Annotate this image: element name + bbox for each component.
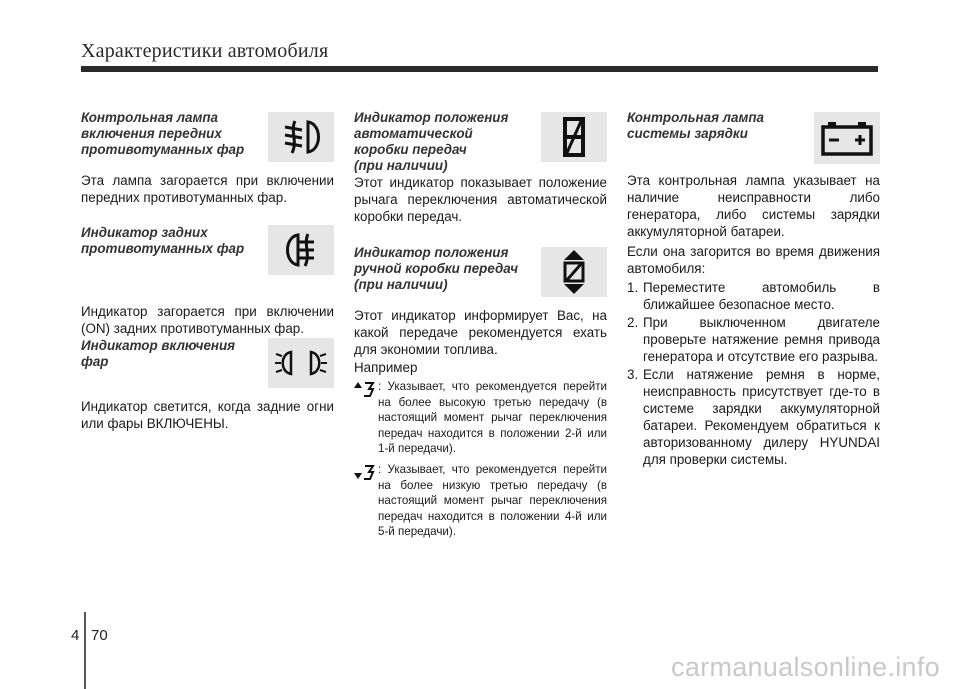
downshift-note-text: : Указывает, что рекомендуется перейти на более низкую третью передачу (в настоящий момент рычаг переключения передач находится в положении 4-й или 5-й передачи).: [378, 462, 607, 539]
charging-steps: [627, 279, 880, 468]
section-number: 4: [71, 627, 80, 644]
automatic-transmission-position-icon: [541, 112, 607, 162]
rear-fog-body: Индикатор загорается при включении (ON) задних противотуманных фар.: [81, 304, 334, 336]
page-header-title: Характеристики автомобиля: [81, 40, 329, 62]
column-3: [627, 110, 880, 469]
header-rule: [81, 66, 878, 72]
footer-divider: [84, 612, 86, 689]
mt-shift-title: Индикатор положения ручной коробки передач (при наличии): [354, 245, 518, 292]
at-position-title: Индикатор положения автоматической коробки передач (при наличии): [354, 110, 509, 173]
mt-shift-section: [354, 245, 607, 358]
downshift-icon: [354, 464, 376, 485]
charging-title: Контрольная лампа системы зарядки: [627, 110, 764, 141]
headlight-section: [81, 338, 334, 432]
example-label: Например: [354, 360, 418, 375]
list-item: 2. При выключенном двигателе проверьте натяжение ремня привода генератора и отсутствие его разрыва.: [627, 315, 880, 364]
column-1: [81, 110, 334, 431]
battery-charging-icon: [814, 112, 880, 164]
upshift-note: [354, 379, 607, 457]
headlight-icon: [268, 338, 334, 388]
charging-body-2: Если она загорится во время движения автомобиля:: [627, 244, 880, 276]
list-item: 1. Переместите автомобиль в ближайшее безопасное место.: [627, 280, 880, 312]
mt-shift-body: Этот индикатор информирует Вас, на какой передаче рекомендуется ехать для экономии топлива.: [354, 308, 607, 357]
downshift-note: [354, 462, 607, 540]
front-fog-title: Контрольная лампа включения передних противотуманных фар: [81, 110, 245, 157]
rear-fog-light-icon: [268, 225, 334, 275]
rear-fog-title: Индикатор задних противотуманных фар: [81, 225, 245, 256]
upshift-note-text: : Указывает, что рекомендуется перейти на более высокую третью передачу (в настоящий момент рычаг переключения передач находится в положении 2-й или 1-й передачи).: [378, 380, 607, 456]
column-2: [354, 110, 607, 540]
manual-shift-indicator-icon: [541, 247, 607, 297]
front-fog-body: Эта лампа загорается при включении передних противотуманных фар.: [81, 173, 334, 205]
headlight-body: Индикатор светится, когда задние огни или фары ВКЛЮЧЕНЫ.: [81, 399, 334, 431]
at-position-body: Этот индикатор показывает положение рычага переключения автоматической коробки передач.: [354, 175, 607, 224]
at-position-section: [354, 110, 607, 225]
page-number: 70: [91, 627, 108, 644]
list-item: 3. Если натяжение ремня в норме, неисправность присутствует где-то в системе зарядки аккумуляторной батареи. Рекомендуем обратиться к авторизованному дилеру HYUNDAI для проверки системы.: [627, 367, 880, 467]
rear-fog-section: [81, 225, 334, 337]
headlight-title: Индикатор включения фар: [81, 338, 236, 369]
front-fog-light-icon: [268, 112, 334, 162]
upshift-icon: [354, 381, 376, 402]
charging-body-1: Эта контрольная лампа указывает на наличие неисправности либо генератора, либо системы зарядки аккумуляторной батареи.: [627, 173, 880, 239]
watermark: carmanualsonline.info: [671, 652, 940, 682]
